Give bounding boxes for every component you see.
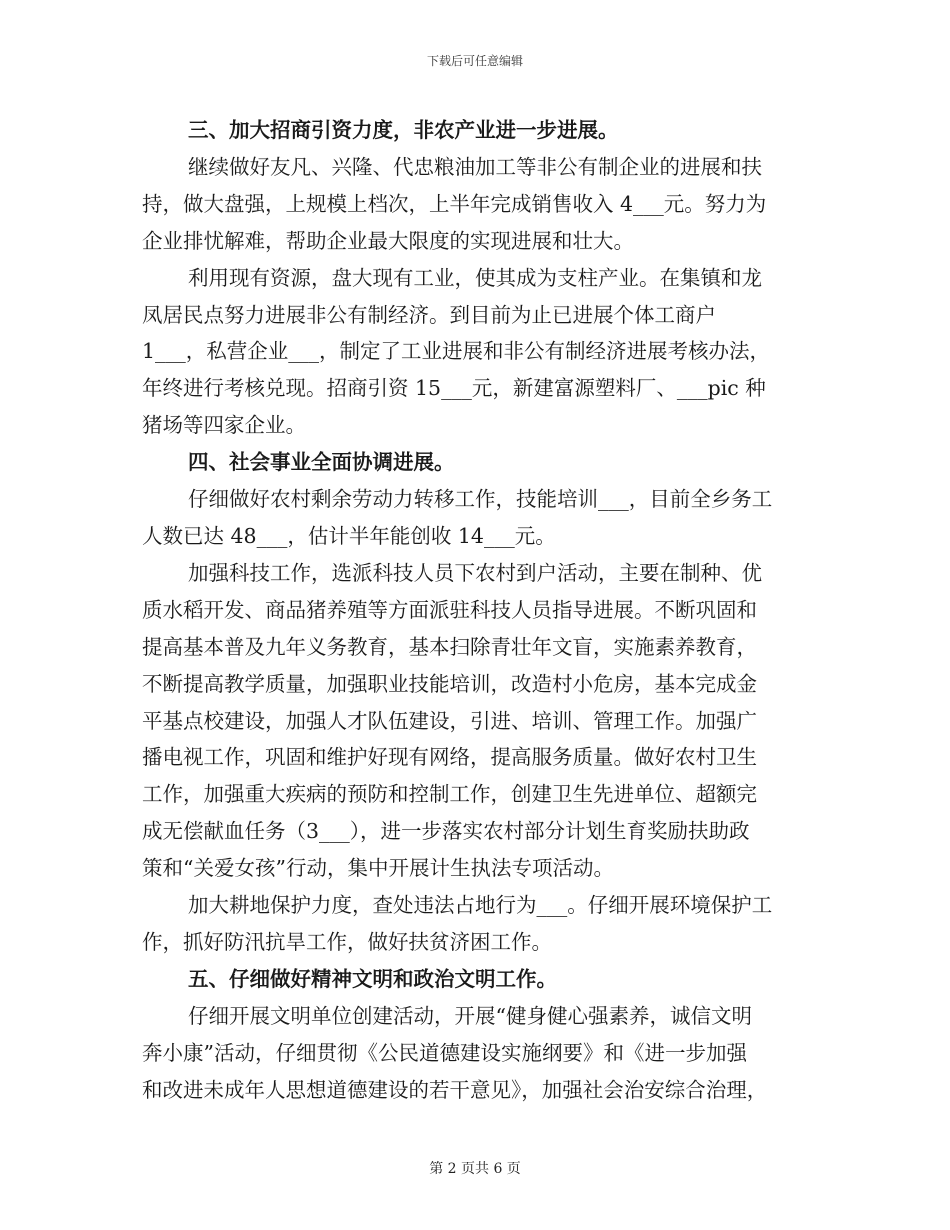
body-text-line: 持，做大盘强，上规模上档次，上半年完成销售收入 4___元。努力为 bbox=[142, 191, 767, 216]
body-text-line: 仔细开展文明单位创建活动，开展“健身健心强素养，诚信文明 bbox=[188, 1003, 752, 1028]
body-text-line: 作，抓好防汛抗旱工作，做好扶贫济困工作。 bbox=[142, 929, 552, 954]
body-text-line: 凤居民点努力进展非公有制经济。到目前为止已进展个体工商户 bbox=[142, 302, 716, 327]
body-text-line: 成无偿献血任务（3___），进一步落实农村部分计划生育奖励扶助政 bbox=[142, 819, 750, 844]
body-text-line: 猪场等四家企业。 bbox=[142, 413, 306, 438]
page-footer: 第 2 页共 6 页 bbox=[429, 1161, 521, 1177]
body-text-line: 1___，私营企业___，制定了工业进展和非公有制经济进展考核办法， bbox=[142, 339, 771, 364]
body-text-line: 策和“关爱女孩”行动，集中开展计生执法专项活动。 bbox=[142, 856, 614, 881]
body-text-line: 企业排忧解难，帮助企业最大限度的实现进展和壮大。 bbox=[142, 228, 634, 253]
body-text-line: 奔小康”活动，仔细贯彻《公民道德建设实施纲要》和《进一步加强 bbox=[142, 1040, 747, 1065]
body-text-line: 利用现有资源，盘大现有工业，使其成为支柱产业。在集镇和龙 bbox=[188, 265, 762, 290]
body-text-line: 继续做好友凡、兴隆、代忠粮油加工等非公有制企业的进展和扶 bbox=[188, 154, 762, 179]
body-text-line: 人数已达 48___，估计半年能创收 14___元。 bbox=[142, 523, 556, 548]
body-text-line: 加大耕地保护力度，查处违法占地行为___。仔细开展环境保护工 bbox=[188, 893, 773, 918]
page-header: 下载后可任意编辑 bbox=[426, 54, 523, 68]
body-text-line: 播电视工作，巩固和维护好现有网络，提高服务质量。做好农村卫生 bbox=[142, 745, 757, 770]
document-body bbox=[142, 112, 807, 1108]
body-text-line: 仔细做好农村剩余劳动力转移工作，技能培训___，目前全乡务工 bbox=[188, 487, 773, 512]
body-text-line: 不断提高教学质量，加强职业技能培训，改造村小危房，基本完成金 bbox=[142, 671, 757, 696]
section-heading: 五、仔细做好精神文明和政治文明工作。 bbox=[188, 966, 557, 991]
body-text-line: 平基点校建设，加强人才队伍建设，引进、培训、管理工作。加强广 bbox=[142, 708, 757, 733]
body-text-line: 年终进行考核兑现。招商引资 15___元，新建富源塑料厂、___pic 种 bbox=[142, 376, 766, 401]
body-text-line: 质水稻开发、商品猪养殖等方面派驻科技人员指导进展。不断巩固和 bbox=[142, 597, 757, 622]
body-text-line: 提高基本普及九年义务教育，基本扫除青壮年文盲，实施素养教育， bbox=[142, 634, 757, 659]
body-text-line: 工作，加强重大疾病的预防和控制工作，创建卫生先进单位、超额完 bbox=[142, 782, 757, 807]
body-text-line: 和改进未成年人思想道德建设的若干意见》，加强社会治安综合治理， bbox=[142, 1077, 768, 1102]
section-heading: 四、社会事业全面协调进展。 bbox=[188, 450, 455, 475]
section-heading: 三、加大招商引资力度，非农产业进一步进展。 bbox=[188, 118, 619, 142]
body-text-line: 加强科技工作，选派科技人员下农村到户活动，主要在制种、优 bbox=[188, 560, 762, 585]
